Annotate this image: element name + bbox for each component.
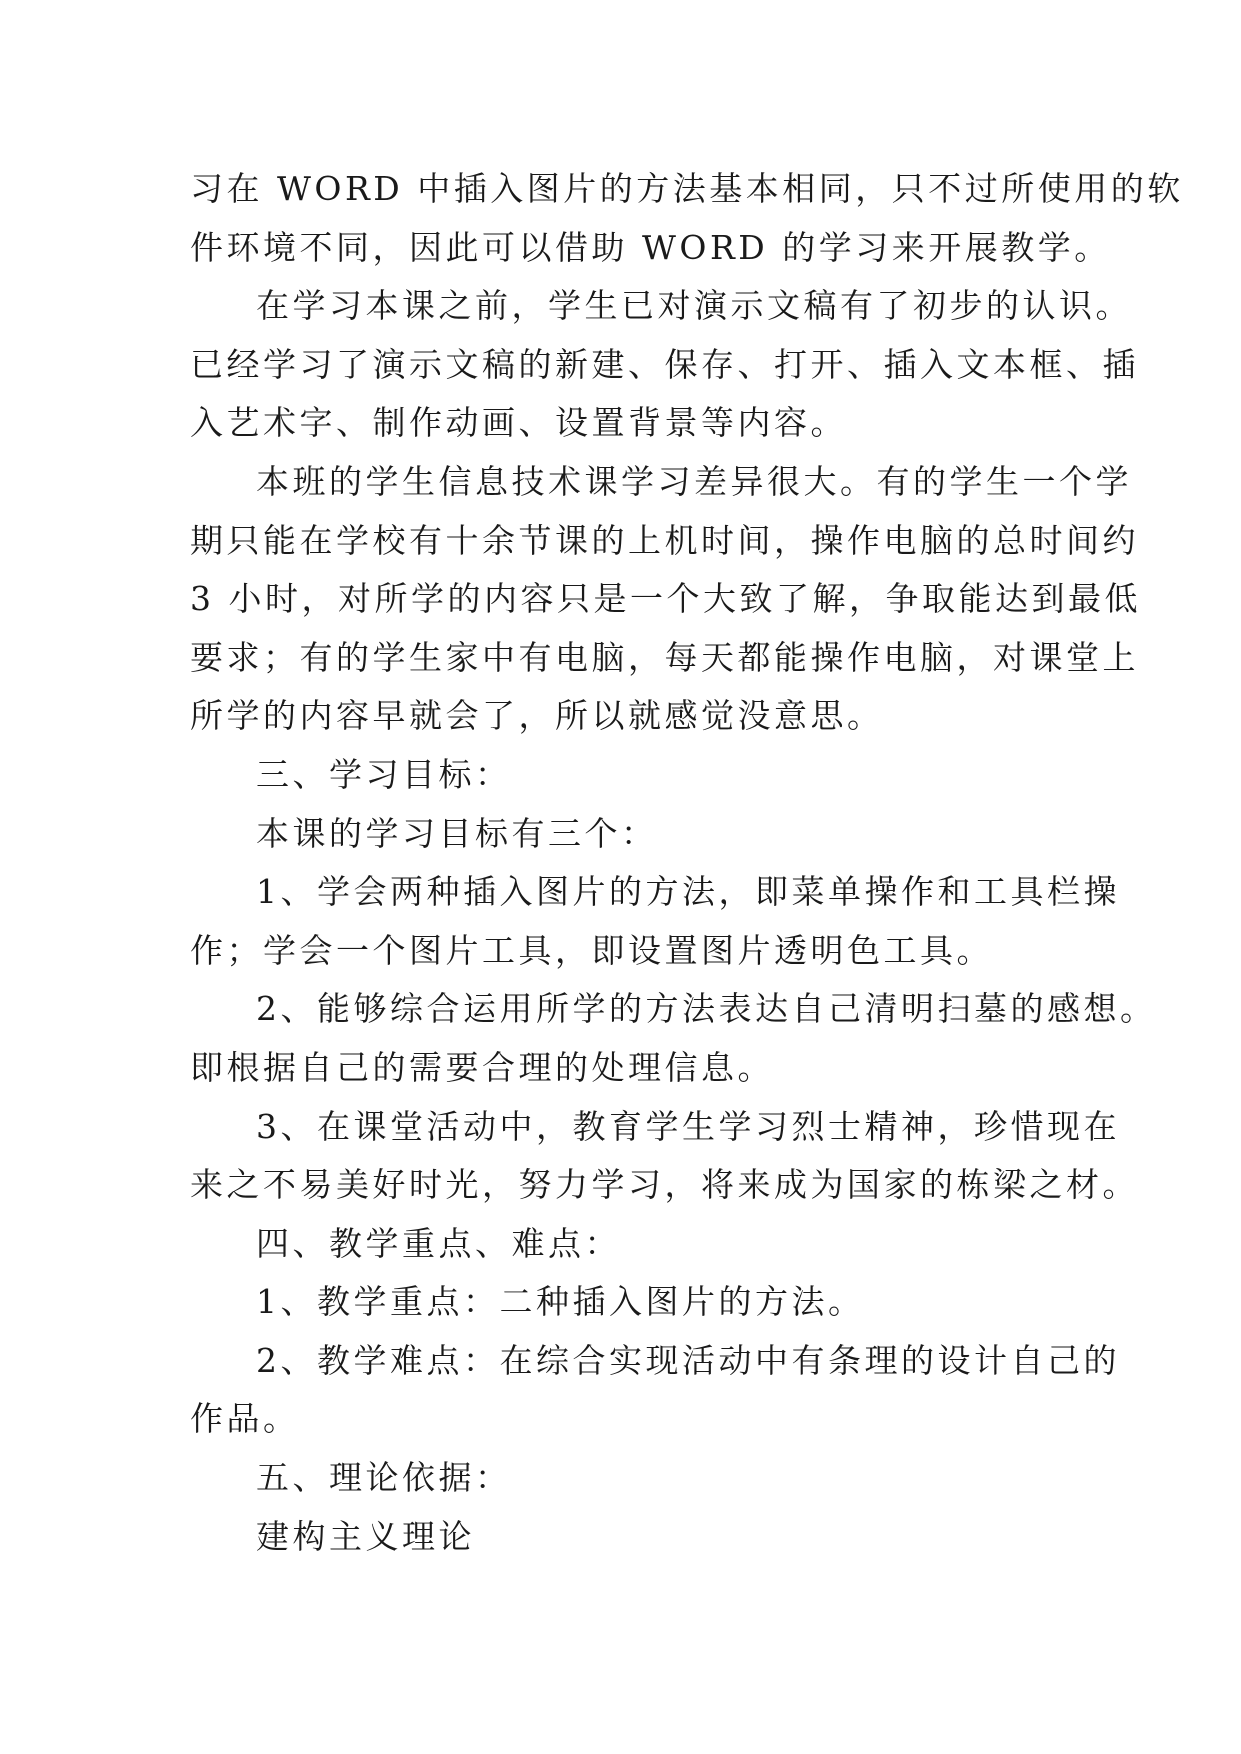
- section-heading: 四、教学重点、难点：: [256, 1223, 621, 1263]
- list-item: 3、在课堂活动中，教育学生学习烈士精神，珍惜现在: [256, 1106, 1120, 1146]
- section-heading: 三、学习目标：: [256, 754, 512, 794]
- text-line: 习在 WORD 中插入图片的方法基本相同，只不过所使用的软: [190, 169, 1184, 208]
- list-item: 2、教学难点：在综合实现活动中有条理的设计自己的: [256, 1340, 1120, 1380]
- text-line: 作品。: [190, 1399, 300, 1439]
- list-item: 1、教学重点：二种插入图片的方法。: [256, 1282, 865, 1322]
- text-line: 建构主义理论: [256, 1516, 475, 1556]
- text-line: 件环境不同，因此可以借助 WORD 的学习来开展教学。: [190, 227, 1111, 267]
- text-line: 即根据自己的需要合理的处理信息。: [190, 1047, 774, 1087]
- text-line: 要求；有的学生家中有电脑，每天都能操作电脑，对课堂上: [190, 637, 1139, 677]
- list-item: 1、学会两种插入图片的方法，即菜单操作和工具栏操: [256, 872, 1120, 912]
- text-line: 入艺术字、制作动画、设置背景等内容。: [190, 403, 847, 443]
- text-line: 作；学会一个图片工具，即设置图片透明色工具。: [190, 930, 993, 970]
- text-line: 期只能在学校有十余节课的上机时间，操作电脑的总时间约: [190, 520, 1139, 560]
- text-line: 3 小时，对所学的内容只是一个大致了解，争取能达到最低: [190, 579, 1141, 619]
- section-heading: 五、理论依据：: [256, 1458, 512, 1498]
- text-line: 所学的内容早就会了，所以就感觉没意思。: [190, 696, 884, 736]
- document-body: [190, 160, 1184, 1566]
- text-line: 本课的学习目标有三个：: [256, 813, 658, 853]
- text-line: 本班的学生信息技术课学习差异很大。有的学生一个学: [256, 461, 1132, 501]
- text-line: 来之不易美好时光，努力学习，将来成为国家的栋梁之材。: [190, 1165, 1139, 1205]
- list-item: 2、能够综合运用所学的方法表达自己清明扫墓的感想。: [256, 989, 1157, 1029]
- text-line: 在学习本课之前，学生已对演示文稿有了初步的认识。: [256, 286, 1132, 326]
- text-line: 已经学习了演示文稿的新建、保存、打开、插入文本框、插: [190, 344, 1139, 384]
